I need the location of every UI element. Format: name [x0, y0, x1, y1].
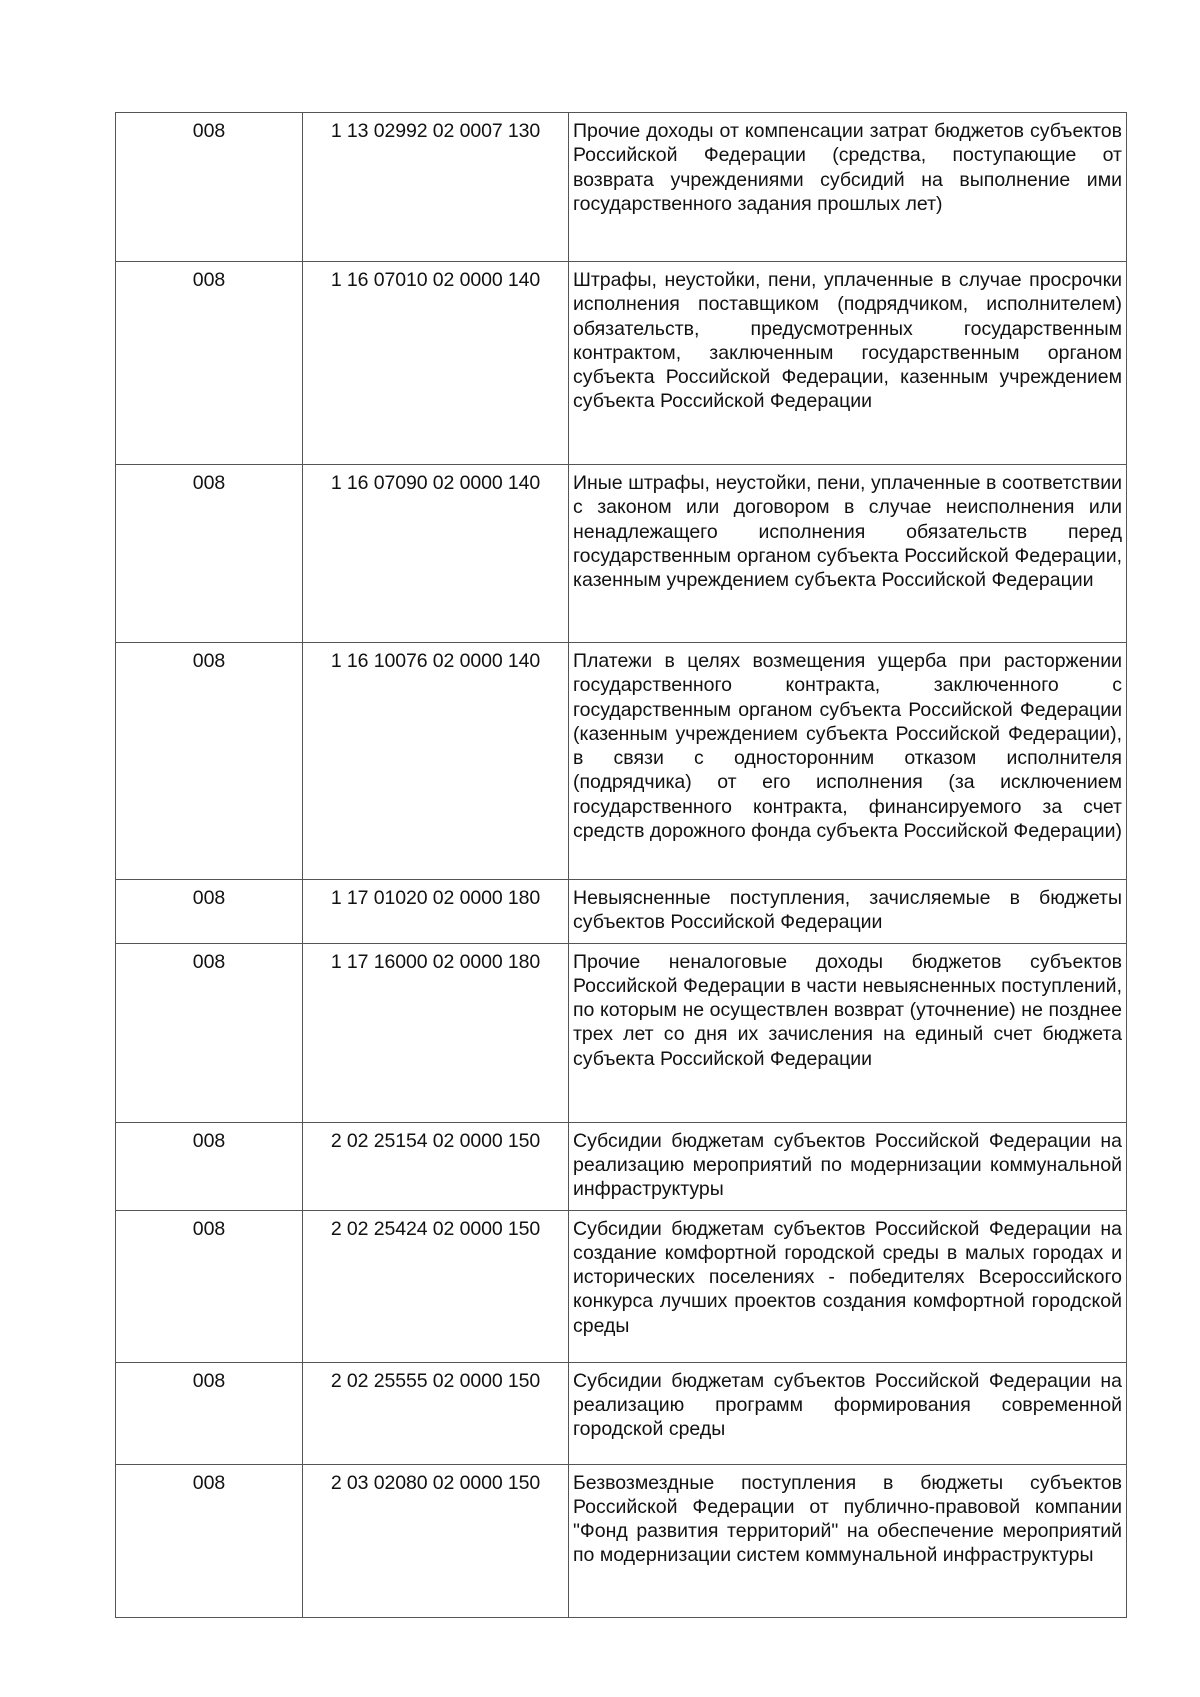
- budget-code-cell: 2 02 25555 02 0000 150: [303, 1362, 569, 1464]
- table-row: [116, 1464, 1127, 1617]
- admin-code-cell: 008: [116, 1464, 303, 1617]
- admin-code-cell: 008: [116, 113, 303, 262]
- description-cell: Штрафы, неустойки, пени, уплаченные в случае просрочки исполнения поставщиком (подрядчиком, исполнителем) обязательств, предусмотренных государственным контрактом, заключенным государственным органом субъекта Российской Федерации, казенным учреждением субъекта Российской Федерации: [569, 262, 1127, 465]
- revenue-codes-table: [115, 112, 1127, 1618]
- table-row: [116, 465, 1127, 643]
- admin-code-cell: 008: [116, 1210, 303, 1362]
- admin-code-cell: 008: [116, 643, 303, 880]
- description-cell: Платежи в целях возмещения ущерба при расторжении государственного контракта, заключенного с государственным органом субъекта Российской Федерации (казенным учреждением субъекта Российской Федерации), в связи с односторонним отказом исполнителя (подрядчика) от его исполнения (за исключением государственного контракта, финансируемого за счет средств дорожного фонда субъекта Российской Федерации): [569, 643, 1127, 880]
- budget-code-cell: 1 16 10076 02 0000 140: [303, 643, 569, 880]
- table-row: [116, 1122, 1127, 1210]
- description-cell: Невыясненные поступления, зачисляемые в бюджеты субъектов Российской Федерации: [569, 880, 1127, 944]
- table-row: [116, 943, 1127, 1122]
- budget-code-cell: 1 16 07090 02 0000 140: [303, 465, 569, 643]
- admin-code-cell: 008: [116, 943, 303, 1122]
- description-cell: Субсидии бюджетам субъектов Российской Федерации на создание комфортной городской среды в малых городах и исторических поселениях - победителях Всероссийского конкурса лучших проектов создания комфортной городской среды: [569, 1210, 1127, 1362]
- table-row: [116, 113, 1127, 262]
- description-cell: Иные штрафы, неустойки, пени, уплаченные в соответствии с законом или договором в случае неисполнения или ненадлежащего исполнения обязательств перед государственным органом субъекта Российской Федерации, казенным учреждением субъекта Российской Федерации: [569, 465, 1127, 643]
- admin-code-cell: 008: [116, 1362, 303, 1464]
- description-cell: Субсидии бюджетам субъектов Российской Федерации на реализацию программ формирования современной городской среды: [569, 1362, 1127, 1464]
- budget-code-cell: 1 17 01020 02 0000 180: [303, 880, 569, 944]
- table-row: [116, 1210, 1127, 1362]
- budget-code-cell: 2 02 25154 02 0000 150: [303, 1122, 569, 1210]
- table-row: [116, 643, 1127, 880]
- budget-code-cell: 1 17 16000 02 0000 180: [303, 943, 569, 1122]
- table-row: [116, 1362, 1127, 1464]
- budget-code-cell: 2 02 25424 02 0000 150: [303, 1210, 569, 1362]
- description-cell: Безвозмездные поступления в бюджеты субъектов Российской Федерации от публично-правовой компании "Фонд развития территорий" на обеспечение мероприятий по модернизации систем коммунальной инфраструктуры: [569, 1464, 1127, 1617]
- budget-code-cell: 1 13 02992 02 0007 130: [303, 113, 569, 262]
- admin-code-cell: 008: [116, 262, 303, 465]
- budget-code-cell: 2 03 02080 02 0000 150: [303, 1464, 569, 1617]
- description-cell: Прочие доходы от компенсации затрат бюджетов субъектов Российской Федерации (средства, поступающие от возврата учреждениями субсидий на выполнение ими государственного задания прошлых лет): [569, 113, 1127, 262]
- budget-code-cell: 1 16 07010 02 0000 140: [303, 262, 569, 465]
- table-row: [116, 262, 1127, 465]
- admin-code-cell: 008: [116, 1122, 303, 1210]
- description-cell: Прочие неналоговые доходы бюджетов субъектов Российской Федерации в части невыясненных поступлений, по которым не осуществлен возврат (уточнение) не позднее трех лет со дня их зачисления на единый счет бюджета субъекта Российской Федерации: [569, 943, 1127, 1122]
- admin-code-cell: 008: [116, 465, 303, 643]
- table-row: [116, 880, 1127, 944]
- description-cell: Субсидии бюджетам субъектов Российской Федерации на реализацию мероприятий по модернизации коммунальной инфраструктуры: [569, 1122, 1127, 1210]
- admin-code-cell: 008: [116, 880, 303, 944]
